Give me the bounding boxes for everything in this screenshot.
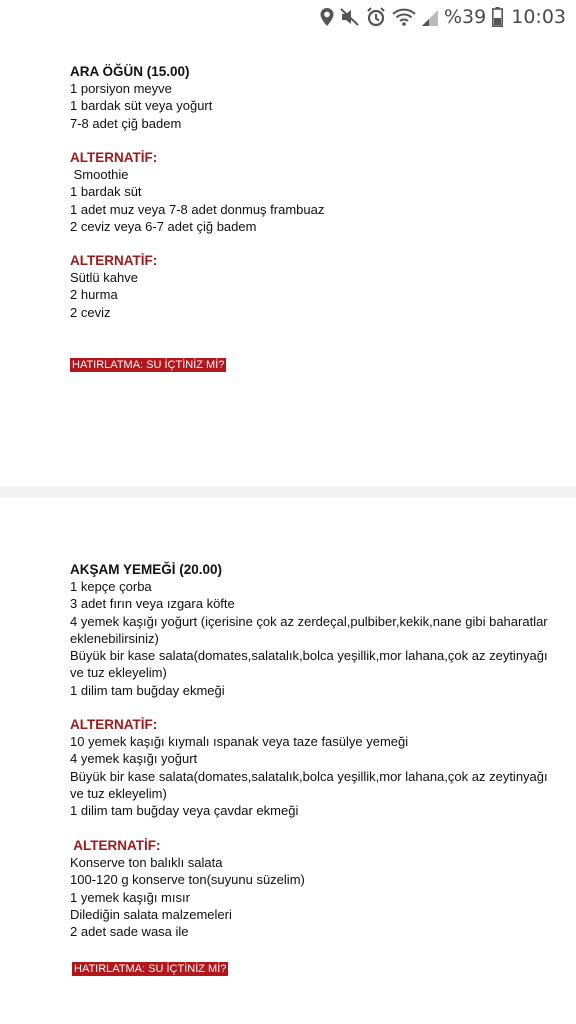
dinner-title: AKŞAM YEMEĞİ (20.00) xyxy=(70,562,223,577)
status-icons xyxy=(320,0,566,34)
dinner-alternative-2 xyxy=(70,837,560,940)
list-item: 1 yemek kaşığı mısır xyxy=(70,889,190,905)
list-item: 1 adet muz veya 7-8 adet donmuş frambuaz xyxy=(70,201,325,217)
alternative-label: ALTERNATİF: xyxy=(70,717,158,732)
dinner-reminder xyxy=(72,959,562,977)
list-item: 2 ceviz xyxy=(70,304,111,320)
alternative-label: ALTERNATİF: xyxy=(70,150,158,165)
reminder-badge: HATIRLATMA: SU İÇTİNİZ Mİ? xyxy=(74,963,227,975)
snack-section xyxy=(70,63,560,132)
snack-title: ARA ÖĞÜN (15.00) xyxy=(70,64,190,79)
list-item: Sütlü kahve xyxy=(70,270,138,285)
dinner-section xyxy=(70,561,560,699)
dinner-card xyxy=(0,498,576,1024)
list-item: Büyük bir kase salata(domates,salatalık,bolca yeşillik,mor lahana,çok az zeytinyağı ve tuz ekleyelim) xyxy=(70,648,548,681)
list-item: 1 bardak süt veya yoğurt xyxy=(70,98,213,114)
list-item: 1 kepçe çorba xyxy=(70,579,152,594)
list-item: Büyük bir kase salata(domates,salatalık,bolca yeşillik,mor lahana,çok az zeytinyağı ve tuz ekleyelim) xyxy=(70,768,548,801)
battery-icon xyxy=(492,7,503,27)
mute-icon xyxy=(340,8,360,26)
clock: 10:03 xyxy=(511,6,566,28)
snack-alternative-1 xyxy=(70,149,560,235)
signal-icon xyxy=(422,8,438,26)
list-item: 2 ceviz veya 6-7 adet çiğ badem xyxy=(70,218,257,234)
list-item: 2 adet sade wasa ile xyxy=(70,924,189,940)
list-item: 1 bardak süt xyxy=(70,184,142,200)
wifi-icon xyxy=(392,8,416,26)
dinner-alternative-1 xyxy=(70,716,560,819)
list-item: 10 yemek kaşığı kıymalı ıspanak veya taze fasülye yemeği xyxy=(70,734,409,749)
battery-percent: %39 xyxy=(444,6,487,28)
alternative-label: ALTERNATİF: xyxy=(70,253,158,268)
list-item: 1 dilim tam buğday ekmeği xyxy=(70,682,225,698)
list-item: Smoothie xyxy=(70,167,129,182)
card-divider xyxy=(0,486,576,498)
list-item: 1 porsiyon meyve xyxy=(70,81,172,96)
list-item: 7-8 adet çiğ badem xyxy=(70,115,182,131)
list-item: Dilediğin salata malzemeleri xyxy=(70,906,232,922)
list-item: 1 dilim tam buğday veya çavdar ekmeği xyxy=(70,803,299,819)
snack-card xyxy=(0,34,576,486)
list-item: 100-120 g konserve ton(suyunu süzelim) xyxy=(70,872,305,888)
location-icon xyxy=(320,8,334,26)
alarm-icon xyxy=(366,7,386,27)
list-item: 3 adet fırın veya ızgara köfte xyxy=(70,596,235,612)
list-item: Konserve ton balıklı salata xyxy=(70,855,223,870)
list-item: 2 hurma xyxy=(70,287,118,303)
snack-alternative-2 xyxy=(70,252,560,321)
snack-reminder xyxy=(70,355,560,373)
alternative-label: ALTERNATİF: xyxy=(70,838,161,853)
list-item: 4 yemek kaşığı yoğurt xyxy=(70,751,198,767)
reminder-badge: HATIRLATMA: SU İÇTİNİZ Mİ? xyxy=(72,359,225,371)
status-bar xyxy=(0,0,576,34)
list-item: 4 yemek kaşığı yoğurt (içerisine çok az zerdeçal,pulbiber,kekik,nane gibi baharatlar eklenebilirsiniz) xyxy=(70,613,548,646)
